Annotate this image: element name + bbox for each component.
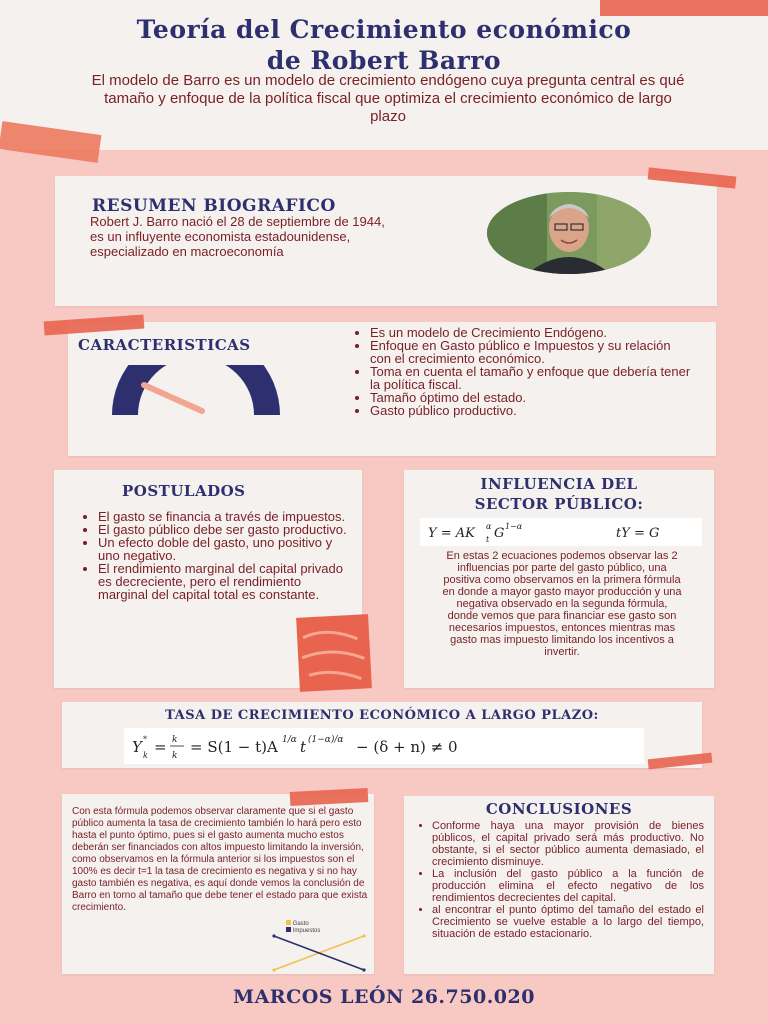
characteristics-item: • Enfoque en Gasto público e Impuestos y su relación con el crecimiento económico. — [370, 339, 692, 365]
influence-equations — [420, 518, 702, 546]
legend-gasto-swatch — [286, 920, 291, 925]
page-title — [40, 14, 728, 76]
conclusions-heading: CONCLUSIONES — [485, 800, 633, 818]
svg-text:t: t — [486, 535, 490, 544]
conclusions-item: • La inclusión del gasto público a la función de producción elimina el efecto negativo de los rendimientos decrecientes del capital. — [432, 868, 704, 904]
influence-text: En estas 2 ecuaciones podemos observar las 2 influencias por parte del gasto público, una positiva como observamos en la primera fórmula en donde a mayor gasto mayor producción y una negativa observado en la segunda fórmula, donde vemos que para financiar ese gasto son necesarios impuestos, entonces mientras mas gasto mas impuesto limitando los incentivos a invertir. — [442, 550, 682, 658]
svg-text:Y: Y — [132, 738, 142, 756]
svg-text:t: t — [300, 738, 307, 756]
svg-text:Y = AK: Y = AK — [428, 526, 475, 541]
postulados-heading: POSTULADOS — [122, 482, 246, 500]
conclusions-list — [414, 820, 704, 940]
legend-impuestos-swatch — [286, 927, 291, 932]
postulados-list — [80, 510, 352, 601]
svg-text:= S(1 − t)A: = S(1 − t)A — [190, 738, 278, 756]
postulados-item: • El gasto se financia a través de impuestos. — [98, 510, 352, 523]
characteristics-heading: CARACTERISTICAS — [78, 336, 251, 354]
influence-heading-line-2: SECTOR PÚBLICO: — [474, 495, 644, 513]
explanation-text: Con esta fórmula podemos observar claramente que si el gasto público aumenta la tasa de crecimiento también lo hará pero esto hasta el punto óptimo, pues si el gasto aumenta mucho estos deberán ser financiados con altos impuesto limitando la inversión, como observamos en la fórmula anterior si los impuestos son el 100% es decir t=1 la tasa de crecimiento es negativa y si no hay gasto también es negativa, es aquí donde vemos la conclusión de Barro en torno al tamaño que debe tener el estado para que exista crecimiento. — [72, 806, 368, 913]
svg-text:=: = — [154, 738, 167, 756]
svg-text:1−α: 1−α — [505, 522, 523, 531]
conclusions-item: • Conforme haya una mayor provisión de bienes públicos, el capital privado será más productivo. No obstante, si el sector público aumenta demasiado, el crecimiento disminuye. — [432, 820, 704, 868]
tax-spending-chart — [268, 920, 368, 972]
decorative-paint-swatch — [296, 614, 372, 692]
page-title-line-1: Teoría del Crecimiento económico — [136, 15, 632, 44]
postulados-item: • El rendimiento marginal del capital privado es decreciente, pero el rendimiento marginal del capital total es constante. — [98, 562, 352, 601]
svg-text:α: α — [486, 522, 492, 531]
svg-text:k: k — [172, 751, 178, 761]
postulados-item: • Un efecto doble del gasto, uno positivo y uno negativo. — [98, 536, 352, 562]
legend-impuestos-label: Impuestos — [292, 928, 321, 934]
characteristics-item: • Es un modelo de Crecimiento Endógeno. — [370, 326, 692, 339]
legend-impuestos — [286, 927, 320, 934]
characteristics-item: • Toma en cuenta el tamaño y enfoque que debería tener la política fiscal. — [370, 365, 692, 391]
author-footer: MARCOS LEÓN 26.750.020 — [233, 986, 535, 1008]
influence-heading — [404, 474, 714, 514]
gauge-icon — [104, 365, 288, 422]
bio-heading: RESUMEN BIOGRAFICO — [92, 196, 336, 216]
svg-text:− (δ + n) ≠ 0: − (δ + n) ≠ 0 — [356, 738, 458, 756]
characteristics-item: • Tamaño óptimo del estado. — [370, 391, 692, 404]
svg-text:(1−α)/α: (1−α)/α — [308, 735, 344, 745]
influence-heading-line-1: INFLUENCIA DEL — [480, 475, 638, 493]
postulados-item: • El gasto público debe ser gasto productivo. — [98, 523, 352, 536]
characteristics-list — [352, 326, 692, 417]
page-subtitle: El modelo de Barro es un modelo de crecimiento endógeno cuya pregunta central es qué tamaño y enfoque de la política fiscal que optimiza el crecimiento económico de largo plazo — [91, 72, 685, 125]
growth-equation — [124, 728, 644, 764]
svg-text:*: * — [143, 735, 147, 744]
svg-text:G: G — [494, 526, 505, 541]
svg-text:1/α: 1/α — [282, 735, 297, 745]
svg-text:k: k — [143, 751, 148, 760]
bio-text: Robert J. Barro nació el 28 de septiembre de 1944, es un influyente economista estadounidense, especializado en macroeconomía — [90, 214, 385, 259]
page-title-line-2: de Robert Barro — [266, 46, 502, 75]
portrait-photo — [487, 192, 651, 274]
legend-gasto-label: Gasto — [292, 921, 309, 927]
conclusions-item: • al encontrar el punto óptimo del tamaño del estado el Crecimiento se vuelve estable a lo largo del tiempo, situación de estado estacionario. — [432, 904, 704, 940]
svg-text:tY = G: tY = G — [616, 526, 660, 541]
characteristics-item: • Gasto público productivo. — [370, 404, 692, 417]
growth-heading: TASA DE CRECIMIENTO ECONÓMICO A LARGO PLAZO: — [165, 708, 599, 723]
legend-gasto — [286, 920, 309, 927]
svg-text:k: k — [172, 735, 178, 745]
